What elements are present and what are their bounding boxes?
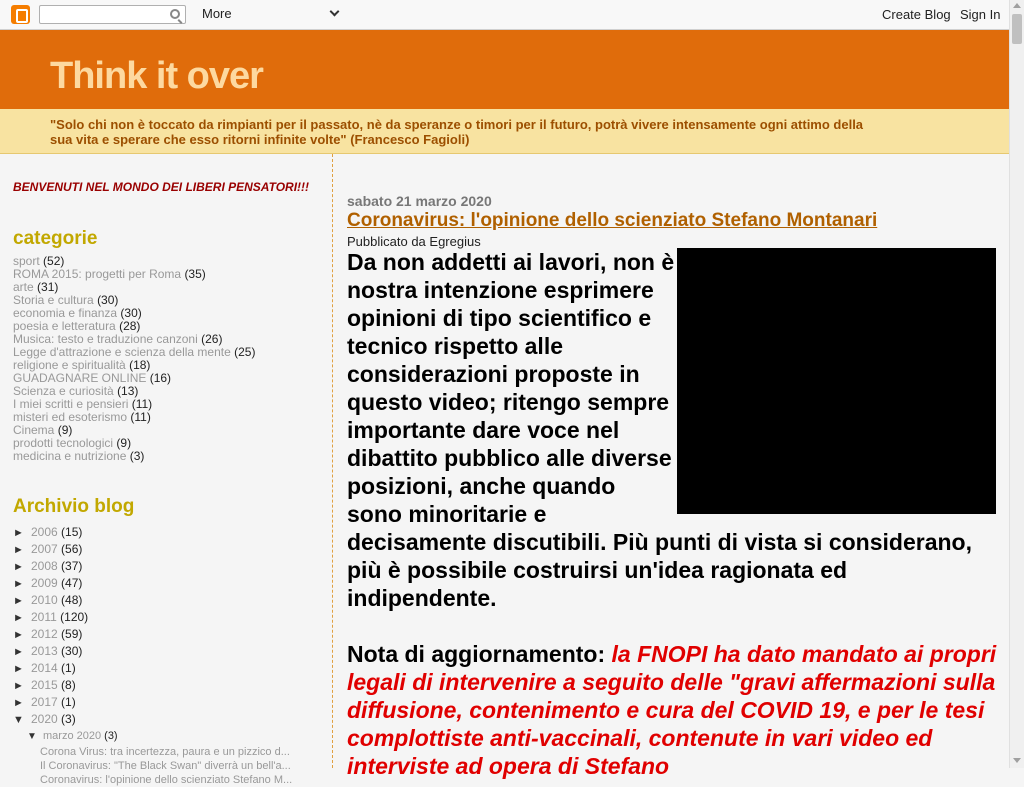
note-label: Nota di aggiornamento: (347, 641, 612, 667)
blog-description-band (0, 109, 1009, 154)
archive-year-count: (47) (61, 576, 83, 590)
expand-arrow-icon[interactable]: ► (13, 663, 24, 675)
archive-year-item (13, 558, 323, 575)
archive-year-count: (1) (61, 695, 76, 709)
category-item (13, 450, 255, 463)
blogger-navbar (0, 0, 1009, 30)
search-input[interactable] (39, 5, 186, 24)
expand-arrow-icon[interactable]: ► (13, 697, 24, 709)
scroll-up-arrow-icon[interactable] (1013, 3, 1021, 8)
archive-list (13, 524, 323, 787)
category-link[interactable]: sport (13, 254, 40, 268)
category-link[interactable]: Cinema (13, 423, 55, 437)
category-link[interactable]: religione e spiritualità (13, 358, 126, 372)
archive-year-item (13, 626, 323, 643)
category-count: (25) (234, 345, 256, 359)
archive-year-item (13, 711, 323, 728)
archive-year-link[interactable]: 2008 (31, 559, 58, 573)
category-count: (9) (57, 423, 73, 437)
archive-year-link[interactable]: 2017 (31, 695, 58, 709)
category-count: (52) (43, 254, 65, 268)
archive-year-link[interactable]: 2007 (31, 542, 58, 556)
archive-year-item (13, 694, 323, 711)
archive-title: Archivio blog (13, 496, 135, 517)
archive-year-item (13, 609, 323, 626)
archive-year-count: (56) (61, 542, 83, 556)
create-blog-link[interactable]: Create Blog (882, 7, 951, 22)
archive-post-link[interactable]: Coronavirus: l'opinione dello scienziato Stefano M... (40, 774, 293, 786)
archive-year-link[interactable]: 2015 (31, 678, 58, 692)
archive-year-link[interactable]: 2010 (31, 593, 58, 607)
expand-arrow-icon[interactable]: ► (13, 595, 24, 607)
category-count: (11) (130, 410, 151, 424)
category-count: (18) (129, 358, 151, 372)
category-link[interactable]: Scienza e curiosità (13, 384, 114, 398)
category-link[interactable]: GUADAGNARE ONLINE (13, 371, 147, 385)
category-link[interactable]: Storia e cultura (13, 293, 94, 307)
category-link[interactable]: economia e finanza (13, 306, 118, 320)
collapse-arrow-icon[interactable]: ▼ (27, 731, 37, 742)
archive-year-item (13, 592, 323, 609)
archive-year-count: (37) (61, 559, 83, 573)
category-count: (9) (116, 436, 132, 450)
blog-title[interactable]: Think it over (50, 55, 263, 97)
archive-year-link[interactable]: 2006 (31, 525, 58, 539)
category-link[interactable]: arte (13, 280, 34, 294)
archive-year-item (13, 643, 323, 660)
archive-year-count: (59) (61, 627, 83, 641)
archive-year-link[interactable]: 2011 (31, 610, 57, 624)
expand-arrow-icon[interactable]: ► (13, 646, 24, 658)
category-count: (11) (131, 397, 153, 411)
post-title-link[interactable]: Coronavirus: l'opinione dello scienziato Stefano Montanari (347, 210, 878, 231)
archive-year-item (13, 524, 323, 541)
expand-arrow-icon[interactable]: ► (13, 544, 24, 556)
archive-year-count: (8) (61, 678, 76, 692)
category-count: (28) (119, 319, 141, 333)
archive-month-count: (3) (104, 730, 118, 742)
expand-arrow-icon[interactable]: ► (13, 680, 24, 692)
archive-year-count: (15) (61, 525, 83, 539)
archive-year-count: (30) (61, 644, 83, 658)
archive-year-link[interactable]: 2020 (31, 712, 58, 726)
post-author: Pubblicato da Egregius (347, 234, 481, 249)
archive-month-item (13, 728, 323, 745)
expand-arrow-icon[interactable]: ► (13, 612, 24, 624)
note-text: la FNOPI ha dato mandato ai propri legali di intervenire a seguito delle "gravi affermazioni sulla diffusione, contenimento e cura del COVID 19, e per le tesi complottiste anti-vaccinali, contenute in vari video ed interviste ad opera di Stefano (347, 641, 997, 779)
expand-arrow-icon[interactable]: ► (13, 527, 24, 539)
welcome-text: BENVENUTI NEL MONDO DEI LIBERI PENSATORI!!! (13, 180, 310, 194)
archive-year-count: (3) (61, 712, 76, 726)
category-count: (30) (120, 306, 142, 320)
blog-description: "Solo chi non è toccato da rimpianti per il passato, nè da speranze o timori per il futuro, potrà vivere intensamente ogni attimo della sua vita e sperare che esso ritorni infinite volte" (Francesco Fagioli) (50, 117, 864, 147)
category-count: (16) (149, 371, 172, 385)
categories-list (13, 255, 255, 463)
post-date: sabato 21 marzo 2020 (347, 193, 492, 209)
expand-arrow-icon[interactable]: ► (13, 561, 24, 573)
more-dropdown[interactable]: More (202, 6, 232, 21)
archive-year-link[interactable]: 2009 (31, 576, 58, 590)
post-body-text: Da non addetti ai lavori, non è nostra intenzione esprimere opinioni di tipo scientifico e tecnico rispetto alle considerazioni proposte in questo video; ritengo sempre importante dare voce nel dibattito pubblico alle diverse posizioni, anche quando sono minoritarie e decisamente discutibili. Più punti di vista si considerano, più è possibile costruirsi un'idea ragionata ed indipendente. (347, 249, 972, 611)
blogger-logo-icon[interactable] (11, 5, 30, 24)
category-count: (30) (97, 293, 119, 307)
archive-year-count: (1) (61, 661, 76, 675)
archive-year-link[interactable]: 2012 (31, 627, 58, 641)
expand-arrow-icon[interactable]: ► (13, 629, 24, 641)
category-link[interactable]: Legge d'attrazione e scienza della mente (13, 345, 231, 359)
category-count: (3) (129, 449, 145, 463)
category-link[interactable]: prodotti tecnologici (13, 436, 114, 450)
category-link[interactable]: medicina e nutrizione (13, 449, 127, 463)
archive-year-item (13, 541, 323, 558)
scroll-thumb[interactable] (1012, 14, 1022, 44)
search-icon[interactable] (170, 9, 180, 19)
scroll-down-arrow-icon[interactable] (1013, 758, 1021, 763)
sidebar (0, 154, 333, 786)
category-count: (31) (37, 280, 59, 294)
category-count: (13) (117, 384, 139, 398)
archive-post-link[interactable]: Corona Virus: tra incertezza, paura e un pizzico d... (40, 746, 290, 758)
blog-header (0, 30, 1009, 109)
category-link[interactable]: I miei scritti e pensieri (13, 397, 129, 411)
category-link[interactable]: ROMA 2015: progetti per Roma (13, 267, 182, 281)
collapse-arrow-icon[interactable]: ▼ (13, 714, 24, 726)
category-link[interactable]: poesia e letteratura (13, 319, 116, 333)
post-body (347, 248, 999, 780)
archive-year-link[interactable]: 2013 (31, 644, 58, 658)
archive-year-item (13, 575, 323, 592)
archive-year-link[interactable]: 2014 (31, 661, 58, 675)
archive-year-item (13, 660, 323, 677)
archive-post-link[interactable]: Il Coronavirus: "The Black Swan" diverrà un bell'a... (40, 760, 291, 772)
category-link[interactable]: Musica: testo e traduzione canzoni (13, 332, 198, 346)
archive-month-link[interactable]: marzo 2020 (43, 730, 102, 742)
expand-arrow-icon[interactable]: ► (13, 578, 24, 590)
archive-year-item (13, 677, 323, 694)
categories-title: categorie (13, 228, 98, 249)
sign-in-link[interactable]: Sign In (960, 7, 1001, 22)
archive-year-count: (48) (61, 593, 83, 607)
category-count: (35) (184, 267, 206, 281)
video-spacer (679, 248, 999, 514)
page-scrollbar[interactable] (1009, 0, 1024, 768)
category-link[interactable]: misteri ed esoterismo (13, 410, 128, 424)
archive-year-count: (120) (60, 610, 89, 624)
category-count: (26) (201, 332, 223, 346)
